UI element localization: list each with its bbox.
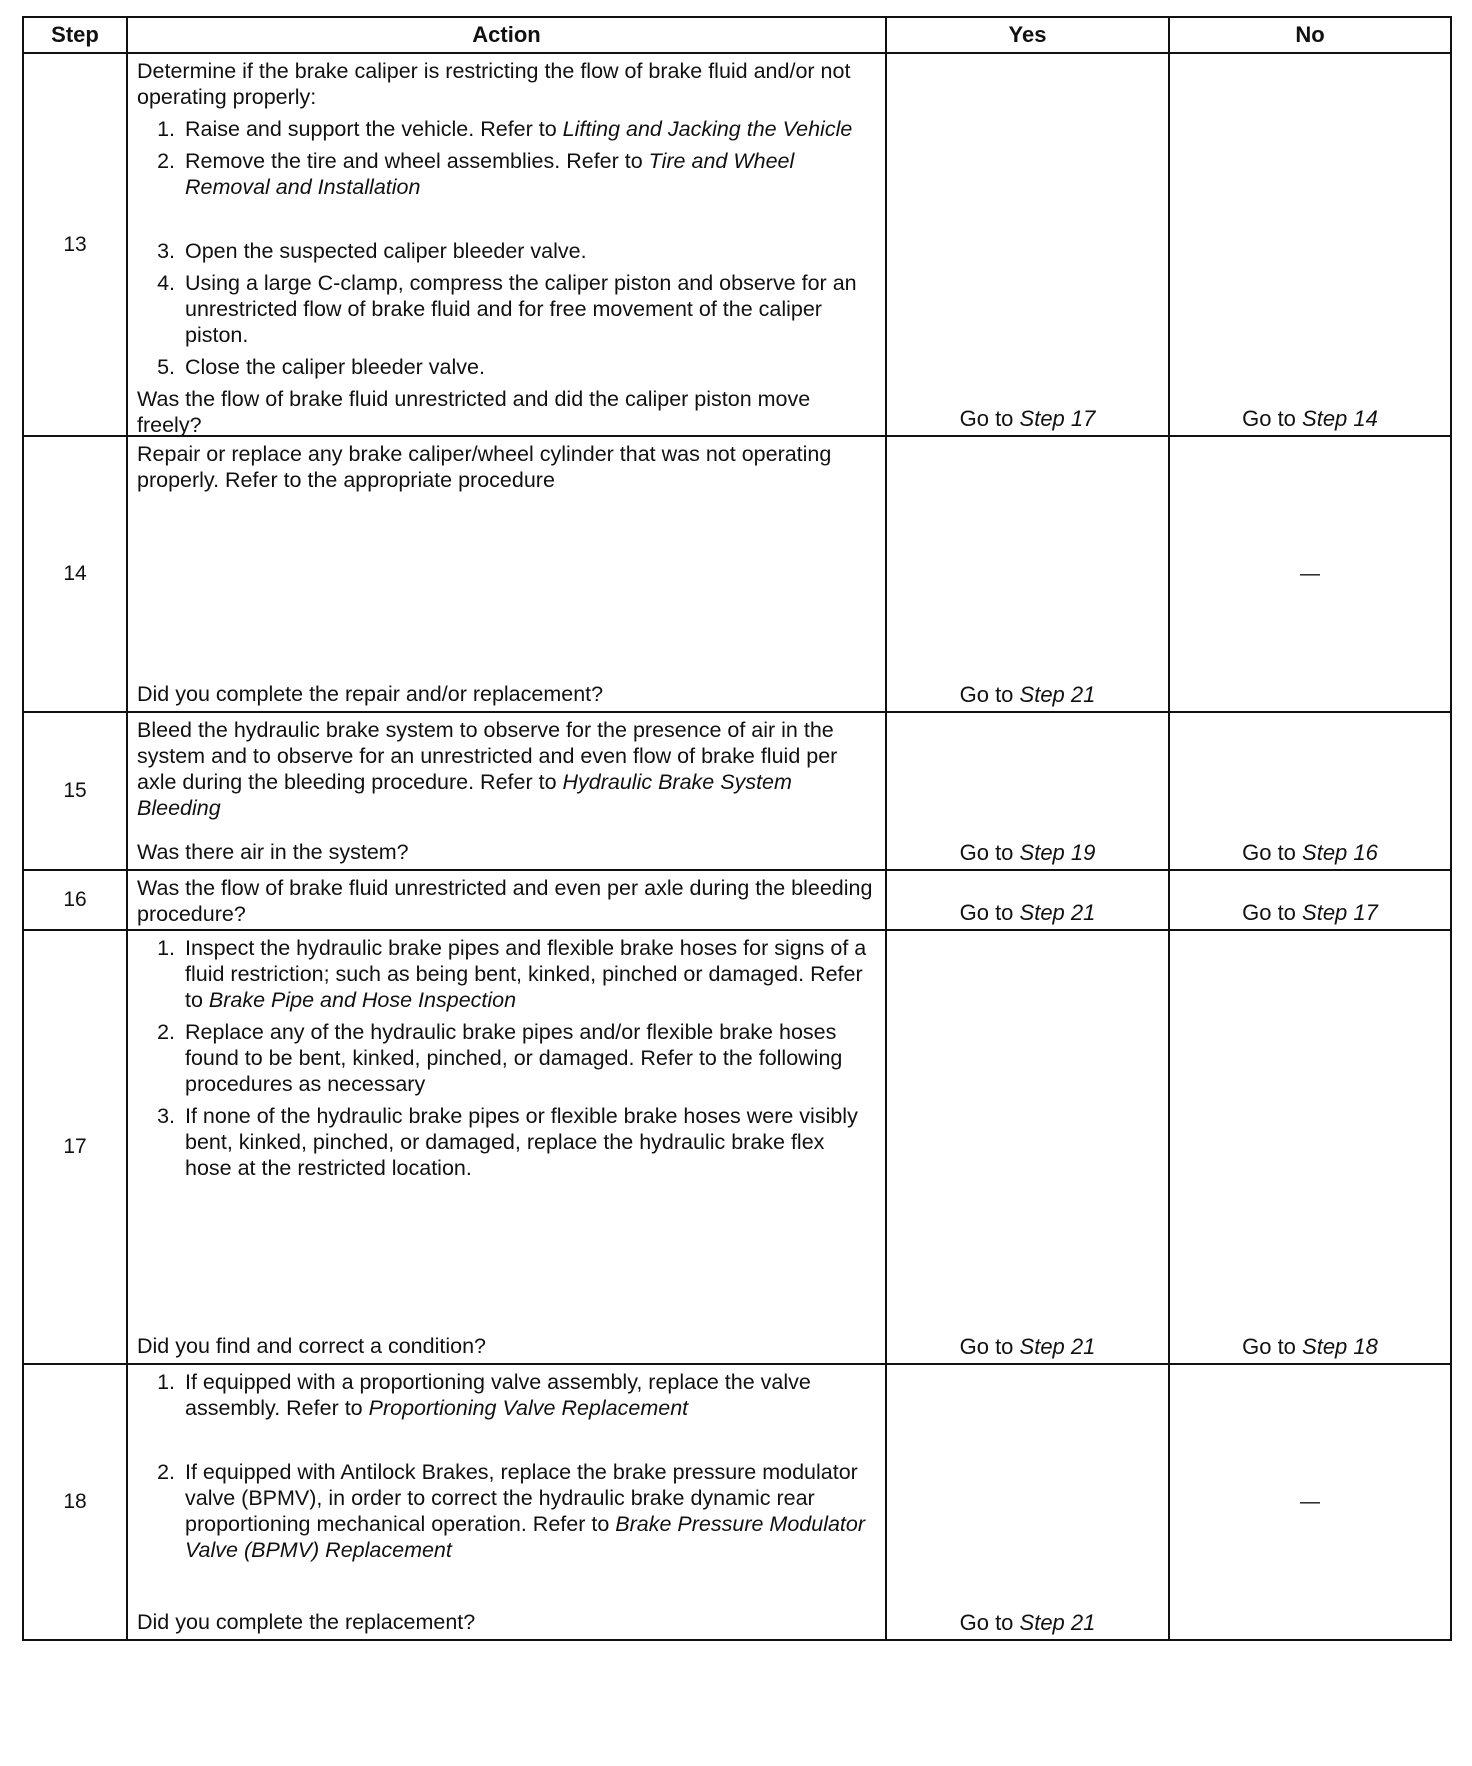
action-question: Was the flow of brake fluid unrestricted and even per axle during the bleeding procedure? <box>137 876 873 926</box>
list-item: 3. Open the suspected caliper bleeder valve. <box>157 239 587 263</box>
list-item: 2. If equipped with Antilock Brakes, replace the brake pressure modulator valve (BPMV), in order to correct the hydraulic brake dynamic rear proportioning mechanical operation. Refer to Brake Pressure Modulator Valve (BPMV) Replacement <box>157 1460 866 1562</box>
procedure-list <box>137 1369 873 1569</box>
header-action: Action <box>127 17 886 53</box>
diagnostic-table <box>22 16 1452 1641</box>
no-result: — <box>1169 1364 1451 1640</box>
procedure-reference: Tire and Wheel Removal and Installation <box>185 149 795 199</box>
header-row <box>23 17 1451 53</box>
yes-result: Go to Step 21 <box>886 870 1169 930</box>
table-row-step-13 <box>23 53 1451 436</box>
action-cell <box>127 930 886 1364</box>
procedure-reference: Brake Pipe and Hose Inspection <box>208 988 517 1012</box>
no-result: Go to Step 18 <box>1169 930 1451 1364</box>
procedure-reference: Proportioning Valve Replacement <box>368 1396 689 1420</box>
step-number: 15 <box>23 712 127 870</box>
list-item: 2. Remove the tire and wheel assemblies. Refer to Tire and Wheel Removal and Installation <box>157 149 795 199</box>
list-item: 1. Raise and support the vehicle. Refer to Lifting and Jacking the Vehicle <box>157 117 853 141</box>
yes-result: Go to Step 17 <box>886 53 1169 436</box>
action-cell <box>127 436 886 712</box>
action-question: Was there air in the system? <box>137 840 409 864</box>
procedure-reference: Brake Pressure Modulator Valve (BPMV) Replacement <box>185 1512 866 1562</box>
action-cell <box>127 53 886 436</box>
procedure-list <box>137 935 873 1187</box>
step-number: 18 <box>23 1364 127 1640</box>
action-question: Was the flow of brake fluid unrestricted and did the caliper piston move freely? <box>137 387 811 437</box>
list-item: 1. If equipped with a proportioning valve assembly, replace the valve assembly. Refer to Proportioning Valve Replacement <box>157 1370 811 1420</box>
action-intro: Repair or replace any brake caliper/wheel cylinder that was not operating properly. Refer to the appropriate procedure <box>137 442 832 492</box>
action-question: Did you complete the repair and/or replacement? <box>137 682 604 706</box>
header-step: Step <box>23 17 127 53</box>
procedure-reference: Hydraulic Brake System Bleeding <box>137 770 792 820</box>
action-question: Did you find and correct a condition? <box>137 1334 486 1358</box>
yes-result: Go to Step 19 <box>886 712 1169 870</box>
step-number: 16 <box>23 870 127 930</box>
table-row-step-16 <box>23 870 1451 930</box>
action-intro: Determine if the brake caliper is restricting the flow of brake fluid and/or not operating properly: <box>137 59 851 109</box>
yes-result: Go to Step 21 <box>886 1364 1169 1640</box>
action-question: Did you complete the replacement? <box>137 1610 476 1634</box>
list-item: 3. If none of the hydraulic brake pipes or flexible brake hoses were visibly bent, kinked, pinched, or damaged, replace the hydraulic brake flex hose at the restricted location. <box>157 1104 858 1180</box>
action-intro: Bleed the hydraulic brake system to observe for the presence of air in the system and to observe for an unrestricted and even flow of brake fluid per axle during the bleeding procedure. Refer to Hydraulic Brake System Bleeding <box>137 718 838 820</box>
no-result: — <box>1169 436 1451 712</box>
no-result: Go to Step 17 <box>1169 870 1451 930</box>
procedure-reference: Lifting and Jacking the Vehicle <box>562 117 853 141</box>
action-cell <box>127 870 886 930</box>
step-number: 14 <box>23 436 127 712</box>
no-result: Go to Step 14 <box>1169 53 1451 436</box>
header-yes: Yes <box>886 17 1169 53</box>
list-item: 2. Replace any of the hydraulic brake pipes and/or flexible brake hoses found to be bent, kinked, pinched, or damaged. Refer to the following procedures as necessary <box>157 1020 843 1096</box>
header-no: No <box>1169 17 1451 53</box>
list-item: 4. Using a large C-clamp, compress the caliper piston and observe for an unrestricted flow of brake fluid and for free movement of the caliper piston. <box>157 271 857 347</box>
step-number: 13 <box>23 53 127 436</box>
table-row-step-17 <box>23 930 1451 1364</box>
yes-result: Go to Step 21 <box>886 436 1169 712</box>
table-row-step-15 <box>23 712 1451 870</box>
action-cell <box>127 712 886 870</box>
list-item: 5. Close the caliper bleeder valve. <box>157 355 485 379</box>
step-number: 17 <box>23 930 127 1364</box>
procedure-list <box>137 116 873 380</box>
list-item: 1. Inspect the hydraulic brake pipes and flexible brake hoses for signs of a fluid restriction; such as being bent, kinked, pinched or damaged. Refer to Brake Pipe and Hose Inspection <box>157 936 867 1012</box>
table-row-step-18 <box>23 1364 1451 1640</box>
action-cell <box>127 1364 886 1640</box>
yes-result: Go to Step 21 <box>886 930 1169 1364</box>
table-row-step-14 <box>23 436 1451 712</box>
no-result: Go to Step 16 <box>1169 712 1451 870</box>
